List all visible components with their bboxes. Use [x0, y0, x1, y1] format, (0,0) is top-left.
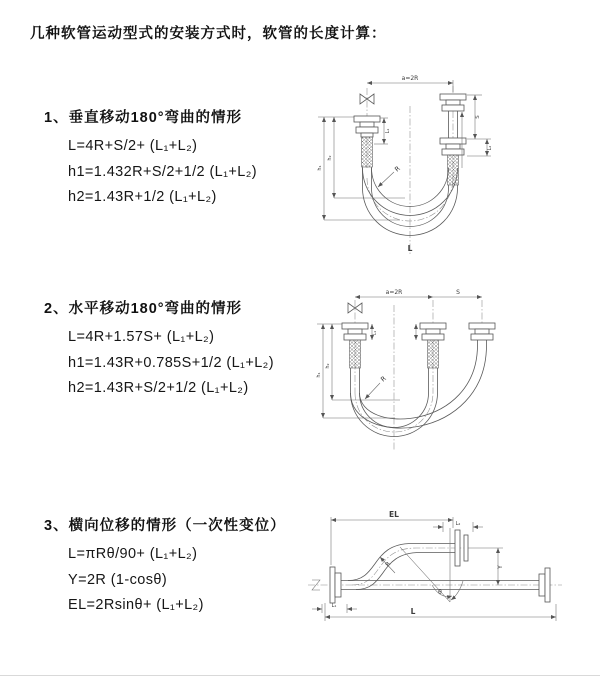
radius-callout — [365, 374, 388, 399]
dimension-l — [325, 603, 556, 621]
diagram-vertical-180-bend — [310, 68, 595, 268]
s-label: S — [475, 115, 481, 119]
dimension-el — [331, 510, 453, 565]
right-flange — [539, 568, 550, 602]
section2-formula-h2: h2=1.43R+S/2+1/2 (L₁+L₂) — [68, 380, 249, 396]
section1-heading: 1、垂直移动180°弯曲的情形 — [44, 110, 243, 126]
h2-label: h₂ — [327, 155, 333, 161]
middle-connector — [420, 323, 446, 368]
section2-formula-L: L=4R+1.57S+ (L₁+L₂) — [68, 329, 215, 345]
centerlines — [367, 86, 453, 254]
centerlines — [355, 300, 482, 451]
l1-label: L₁ — [331, 603, 337, 609]
dimension-s — [467, 95, 491, 139]
dimension-l2 — [462, 112, 493, 168]
r-label: R — [393, 164, 402, 174]
displaced-hose — [348, 544, 455, 590]
el-label: EL — [389, 510, 399, 519]
theta-label: θ — [438, 589, 442, 596]
section-3 — [44, 514, 286, 619]
l2-label: L₂ — [487, 145, 493, 151]
l-total-label: L — [410, 607, 416, 616]
l2-label: L₂ — [455, 521, 461, 527]
hose-arcs — [351, 340, 487, 437]
braided-hose-section — [428, 340, 439, 368]
diagram-horizontal-180-bend — [310, 283, 595, 468]
s-label: S — [456, 289, 460, 296]
radius-and-angle — [380, 528, 463, 602]
section1-formula-h1: h1=1.432R+S/2+1/2 (L₁+L₂) — [68, 163, 258, 180]
braided-hose-section — [362, 137, 373, 167]
braided-hose-section — [350, 340, 361, 368]
h2-label: h₂ — [325, 363, 331, 369]
y-label: Y — [497, 565, 504, 569]
l-total-label: L — [407, 244, 413, 253]
h1-label: h₁ — [317, 165, 323, 171]
section3-formula-EL: EL=2Rsinθ+ (L₁+L₂) — [68, 597, 204, 613]
l1-label: L₁ — [385, 128, 391, 134]
r-label: R — [384, 560, 393, 569]
section2-heading: 2、水平移动180°弯曲的情形 — [44, 301, 243, 317]
h1-label: h₁ — [316, 372, 322, 378]
diagram-lateral-displacement — [300, 505, 600, 645]
dimension-a2r-s — [355, 289, 482, 297]
left-connector — [342, 323, 368, 368]
section-2 — [44, 297, 274, 402]
left-connector — [354, 116, 380, 167]
left-flange — [330, 567, 341, 603]
braided-hose-section — [448, 155, 459, 185]
section1-formula-h2: h2=1.43R+1/2 (L₁+L₂) — [68, 189, 217, 205]
section1-formula-L: L=4R+S/2+ (L₁+L₂) — [68, 138, 198, 154]
right-connector-moved — [469, 323, 495, 340]
dimension-a2r — [367, 75, 453, 92]
dimension-y — [468, 548, 504, 585]
a2r-label: a=2R — [401, 75, 419, 82]
a2r-label: a=2R — [385, 289, 403, 296]
l1-label: L₁ — [373, 330, 378, 336]
r-label: R — [379, 374, 388, 384]
radius-callout — [378, 164, 402, 187]
section3-formula-L: L=πRθ/90+ (L₁+L₂) — [68, 546, 198, 562]
centerlines — [308, 548, 562, 585]
section2-formula-h1: h1=1.43R+0.785S+1/2 (L₁+L₂) — [68, 354, 274, 371]
dimension-l1 — [312, 603, 357, 613]
top-right-flange — [455, 530, 468, 566]
section3-formula-Y: Y=2R (1-cosθ) — [68, 571, 168, 588]
section-1 — [44, 106, 257, 211]
section3-heading: 3、横向位移的情形（一次性变位） — [44, 518, 286, 534]
page-title: 几种软管运动型式的安装方式时，软管的长度计算： — [30, 26, 387, 42]
